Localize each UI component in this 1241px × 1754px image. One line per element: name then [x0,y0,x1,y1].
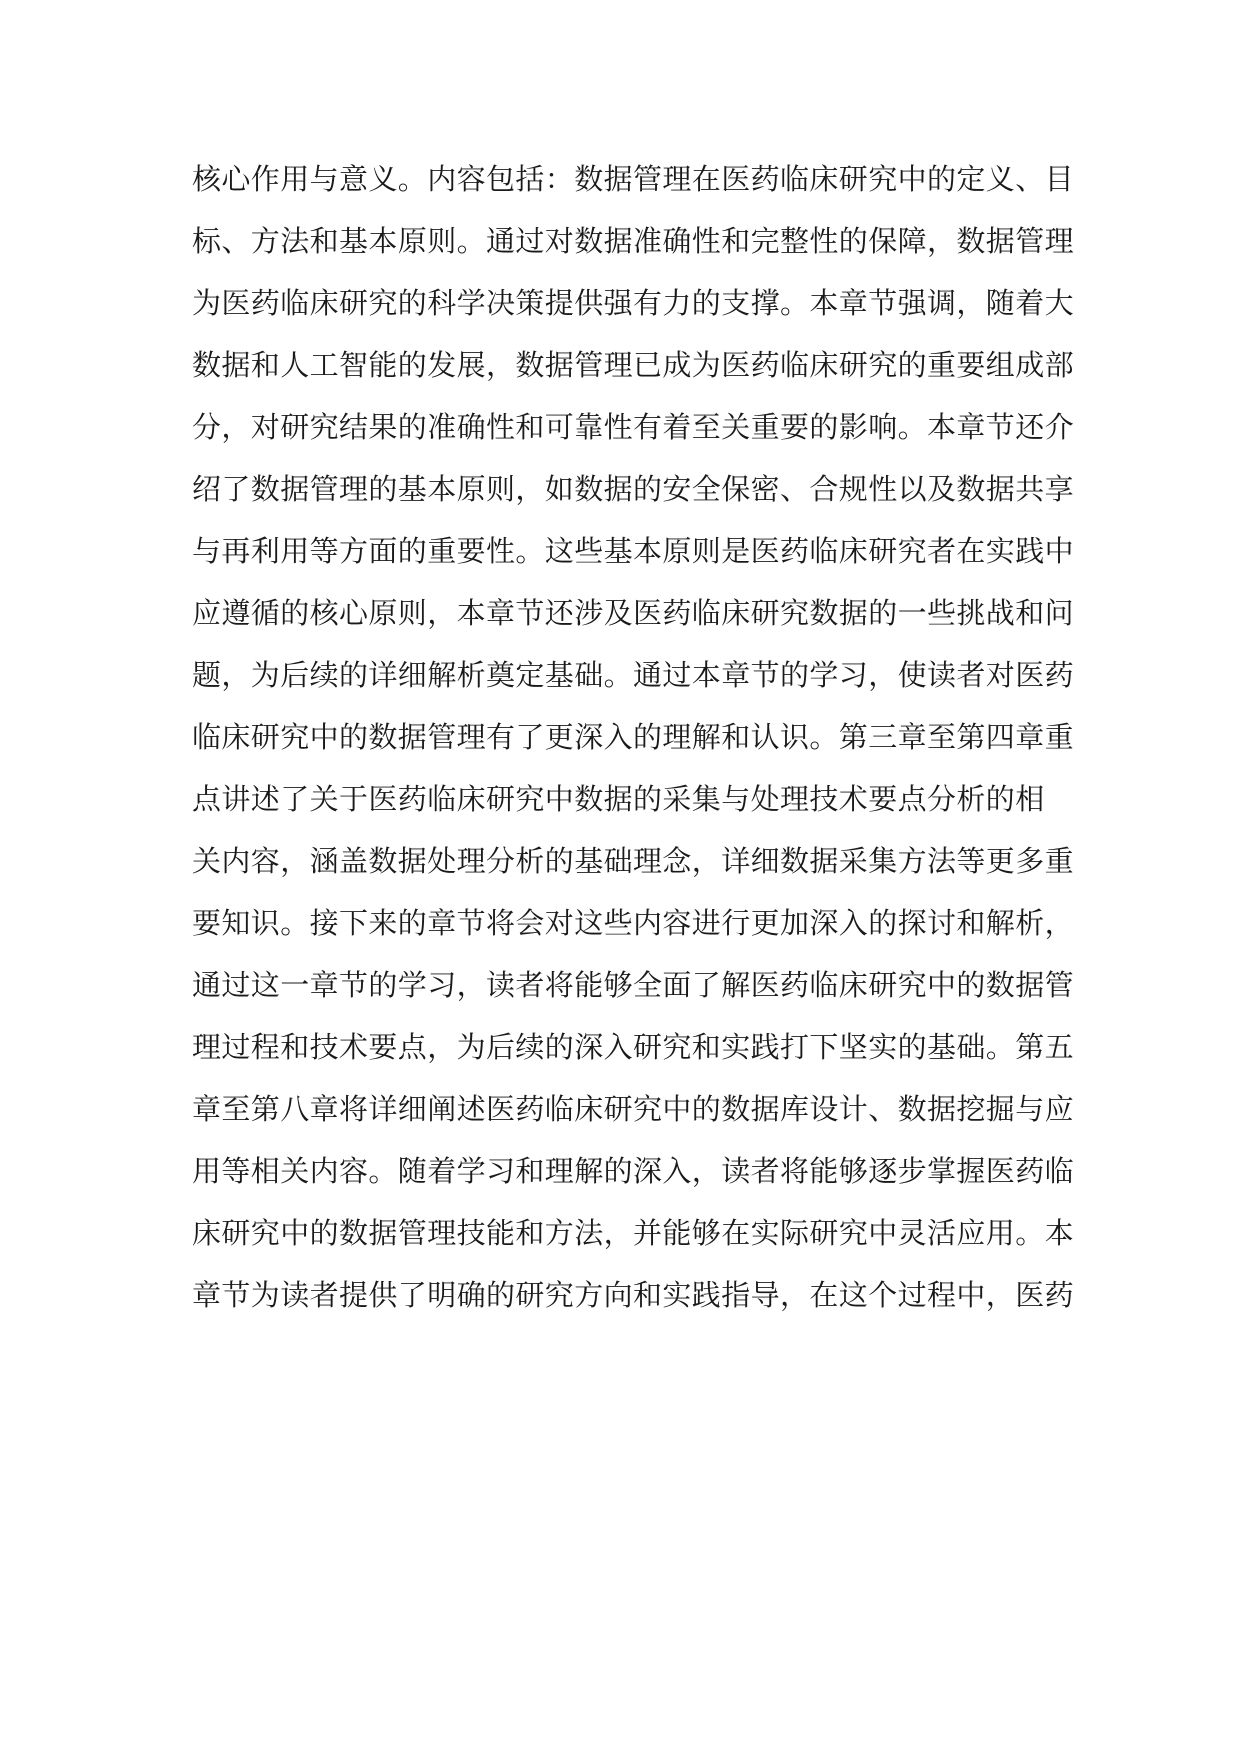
text-line: 分，对研究结果的准确性和可靠性有着至关重要的影响。本章节还介 [192,410,1075,444]
text-line: 章节为读者提供了明确的研究方向和实践指导，在这个过程中，医药 [192,1278,1075,1312]
text-line: 与再利用等方面的重要性。这些基本原则是医药临床研究者在实践中 [192,534,1075,568]
text-line: 通过这一章节的学习，读者将能够全面了解医药临床研究中的数据管 [192,968,1075,1002]
text-line: 数据和人工智能的发展，数据管理已成为医药临床研究的重要组成部 [192,348,1075,382]
text-line: 要知识。接下来的章节将会对这些内容进行更加深入的探讨和解析， [192,906,1075,940]
text-line: 绍了数据管理的基本原则，如数据的安全保密、合规性以及数据共享 [192,472,1075,506]
text-line: 应遵循的核心原则，本章节还涉及医药临床研究数据的一些挑战和问 [192,596,1075,630]
text-line: 标、方法和基本原则。通过对数据准确性和完整性的保障，数据管理 [192,224,1075,258]
text-line: 题，为后续的详细解析奠定基础。通过本章节的学习，使读者对医药 [192,658,1075,692]
text-line: 核心作用与意义。内容包括：数据管理在医药临床研究中的定义、目 [192,162,1075,196]
text-line: 理过程和技术要点，为后续的深入研究和实践打下坚实的基础。第五 [192,1030,1075,1064]
text-line: 点讲述了关于医药临床研究中数据的采集与处理技术要点分析的相 [192,782,1045,816]
body-text [192,148,1075,1326]
text-line: 床研究中的数据管理技能和方法，并能够在实际研究中灵活应用。本 [192,1216,1075,1250]
text-line: 关内容，涵盖数据处理分析的基础理念，详细数据采集方法等更多重 [192,844,1075,878]
text-line: 用等相关内容。随着学习和理解的深入，读者将能够逐步掌握医药临 [192,1154,1075,1188]
text-line: 临床研究中的数据管理有了更深入的理解和认识。第三章至第四章重 [192,720,1075,754]
text-line: 章至第八章将详细阐述医药临床研究中的数据库设计、数据挖掘与应 [192,1092,1075,1126]
text-line: 为医药临床研究的科学决策提供强有力的支撑。本章节强调，随着大 [192,286,1075,320]
